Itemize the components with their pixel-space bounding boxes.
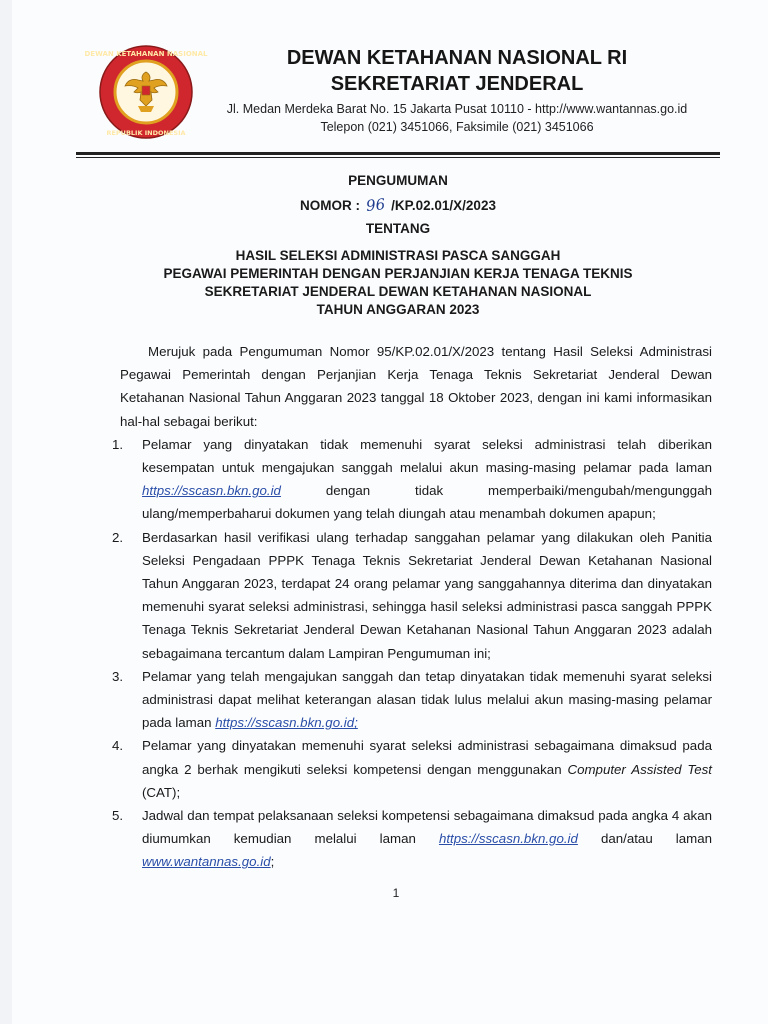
item-text: Pelamar yang dinyatakan tidak memenuhi syarat seleksi administrasi telah diberikan kesempatan untuk mengajukan sanggah melalui akun masing-masing pelamar pada laman (142, 436, 712, 476)
wantannas-link[interactable]: www.wantannas.go.id (142, 854, 271, 870)
item-number: 2. (112, 529, 124, 545)
item-text: dengan tidak memperbaiki/mengubah/mengunggah ulang/memperbaharui dokumen yang telah diungah atau menambah dokumen apapun; (142, 483, 712, 522)
letterhead-title (222, 45, 692, 97)
letterhead-address (212, 100, 702, 136)
list-item (112, 433, 712, 526)
cat-term: Computer Assisted Test (567, 761, 712, 777)
sscasn-link[interactable]: https://sscasn.bkn.go.id; (215, 715, 358, 731)
garuda-emblem-logo (84, 40, 208, 144)
phone-line: Telepon (021) 3451066, Faksimile (021) 3451066 (320, 120, 594, 134)
announcement-number (76, 196, 720, 214)
announcement-body (112, 340, 712, 874)
sscasn-link[interactable]: https://sscasn.bkn.go.id (438, 831, 578, 847)
item-text: Pelamar yang dinyatakan memenuhi syarat seleksi administrasi sebagaimana dimaksud pada angka 2 berhak mengikuti seleksi kompetensi dengan menggunakan (142, 738, 712, 777)
item-text: Berdasarkan hasil verifikasi ulang terhadap sanggahan pelamar yang dilakukan oleh Panitia Seleksi Pengadaan PPPK Tenaga Teknis Sekretariat Jenderal Dewan Ketahanan Nasional Tahun Anggaran 2023, terdapat 24 orang pelamar yang sanggahannya diterima dan dinyatakan memenuhi syarat seleksi administrasi, sehingga hasil seleksi administrasi pasca sanggah PPPK Tenaga Teknis Sekretariat Jenderal Dewan Ketahanan Nasional Tahun Anggaran 2023 adalah sebagaimana tercantum dalam Lampiran Pengumuman ini; (142, 529, 712, 661)
item-text: Jadwal dan tempat pelaksanaan seleksi kompetensi sebagaimana dimaksud pada angka 4 akan diumumkan kemudian melalui laman (142, 808, 712, 847)
sscasn-link[interactable]: https://sscasn.bkn.go.id (142, 483, 281, 499)
subject-line: TAHUN ANGGARAN 2023 (316, 302, 480, 317)
org-unit: SEKRETARIAT JENDERAL (330, 73, 584, 95)
list-item (112, 734, 712, 804)
logo-top-text: DEWAN KETAHANAN NASIONAL (84, 50, 208, 58)
item-number: 3. (112, 668, 124, 684)
logo-bottom-text: REPUBLIK INDONESIA (106, 129, 186, 137)
address-line: Jl. Medan Merdeka Barat No. 15 Jakarta Pusat 10110 - http://www.wantannas.go.id (226, 102, 688, 116)
announcement-heading: PENGUMUMAN (348, 173, 448, 188)
item-number: 4. (112, 738, 124, 754)
item-text: ; (270, 854, 275, 870)
list-item (112, 526, 712, 665)
item-text: Pelamar yang telah mengajukan sanggah dan tetap dinyatakan tidak memenuhi syarat seleksi administrasi dapat melihat keterangan alasan tidak lulus melalui akun masing-masing pelamar pada laman (142, 668, 712, 731)
announcement-subject (76, 247, 720, 319)
points-list (112, 433, 712, 874)
intro-paragraph: Merujuk pada Pengumuman Nomor 95/KP.02.01/X/2023 tentang Hasil Seleksi Administrasi Pegawai Pemerintah dengan Perjanjian Kerja Tenaga Teknis Sekretariat Jenderal Dewan Ketahanan Nasional Tahun Anggaran 2023 tanggal 18 Oktober 2023, dengan ini kami informasikan hal-hal sebagai berikut: (120, 344, 712, 429)
letterhead-divider-thin (76, 157, 720, 158)
subject-line: HASIL SELEKSI ADMINISTRASI PASCA SANGGAH (235, 248, 561, 263)
list-item (112, 665, 712, 735)
number-label: NOMOR : (300, 198, 361, 213)
item-number: 1. (112, 436, 124, 452)
list-item (112, 804, 712, 874)
item-text: (CAT); (142, 784, 181, 800)
item-number: 5. (112, 808, 124, 824)
subject-line: SEKRETARIAT JENDERAL DEWAN KETAHANAN NASIONAL (204, 284, 592, 299)
announcement-about: TENTANG (365, 221, 431, 236)
letterhead-divider-thick (76, 152, 720, 155)
handwritten-number: 96 (365, 195, 387, 215)
page-number: 1 (392, 886, 400, 900)
item-text: dan/atau laman (577, 831, 712, 847)
subject-line: PEGAWAI PEMERINTAH DENGAN PERJANJIAN KERJA TENAGA TEKNIS (163, 266, 633, 281)
org-name: DEWAN KETAHANAN NASIONAL RI (286, 47, 628, 69)
number-suffix: /KP.02.01/X/2023 (391, 198, 496, 213)
